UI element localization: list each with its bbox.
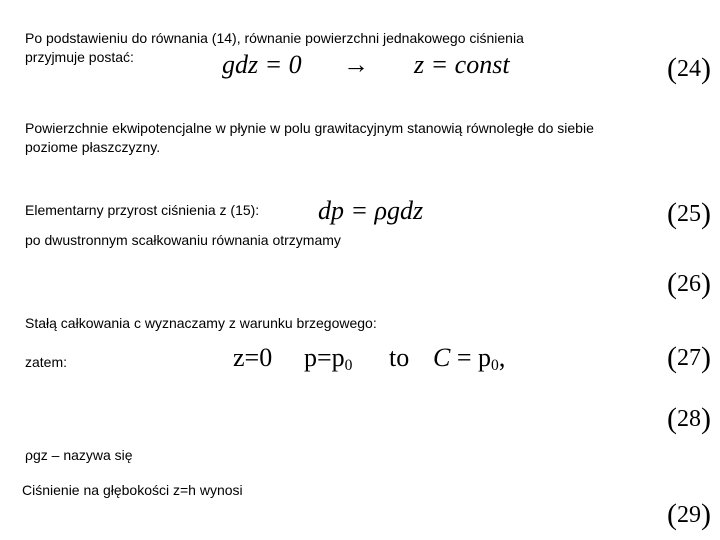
left-paren: (: [667, 498, 677, 531]
left-paren: (: [667, 267, 677, 300]
left-paren: (: [667, 197, 677, 230]
right-paren: ): [701, 402, 711, 435]
equation-27-C: C: [433, 343, 451, 372]
equation-number-value: 25: [677, 201, 701, 227]
equation-number-25: [667, 198, 711, 228]
right-paren: ): [701, 341, 711, 374]
equation-25-gdz: gdz: [387, 196, 424, 225]
equation-27-p: [304, 343, 352, 381]
equation-27-p-main: p=p: [304, 343, 345, 372]
left-paren: (: [667, 402, 677, 435]
equation-number-24: [667, 53, 711, 83]
equipotential-text-line2: poziome płaszczyzny.: [25, 139, 161, 155]
right-paren: ): [701, 197, 711, 230]
equation-27-to: to: [389, 343, 410, 372]
equation-27-comma: ,: [498, 343, 506, 372]
equation-25-dp: dp =: [318, 196, 375, 225]
zatem-text: zatem:: [25, 354, 68, 370]
equation-27-constant: [433, 343, 505, 381]
equation-number-27: [667, 342, 711, 372]
increment-text: Elementarny przyrost ciśnienia z (15):: [25, 202, 260, 218]
right-paren: ): [701, 267, 711, 300]
equation-number-28: [667, 403, 711, 433]
equation-number-26: [667, 268, 711, 298]
equation-number-value: 24: [677, 56, 701, 82]
equation-24-arrow: →: [343, 50, 369, 79]
equation-27-equals-p: = p: [450, 343, 492, 372]
equation-number-value: 27: [677, 345, 701, 371]
equation-24-left: gdz = 0: [222, 50, 302, 79]
equation-number-value: 28: [677, 406, 701, 432]
intro-text-line1: Po podstawieniu do równania (14), równanie powierzchni jednakowego ciśnienia: [25, 30, 524, 46]
rho-gz-text: ρgz – nazywa się: [25, 447, 133, 463]
integration-text: po dwustronnym scałkowaniu równania otrzymamy: [25, 232, 341, 248]
equation-27-p-subscript: 0: [344, 356, 353, 374]
constant-text: Stałą całkowania c wyznaczamy z warunku brzegowego:: [25, 315, 377, 331]
equipotential-text-line1: Powierzchnie ekwipotencjalne w płynie w polu grawitacyjnym stanowią równoległe do siebie: [25, 120, 594, 136]
right-paren: ): [701, 52, 711, 85]
left-paren: (: [667, 341, 677, 374]
equation-27-z: z=0: [233, 343, 273, 372]
equation-24-right: z = const: [414, 50, 510, 79]
equation-number-value: 29: [677, 502, 701, 528]
depth-text: Ciśnienie na głębokości z=h wynosi: [22, 482, 243, 498]
left-paren: (: [667, 52, 677, 85]
equation-25-rho: ρ: [374, 196, 388, 225]
intro-text-line2: przyjmuje postać:: [25, 49, 134, 65]
equation-25: [318, 196, 423, 226]
equation-number-value: 26: [677, 271, 701, 297]
equation-27-C-subscript: 0: [491, 356, 499, 374]
equation-number-29: [667, 499, 711, 529]
right-paren: ): [701, 498, 711, 531]
